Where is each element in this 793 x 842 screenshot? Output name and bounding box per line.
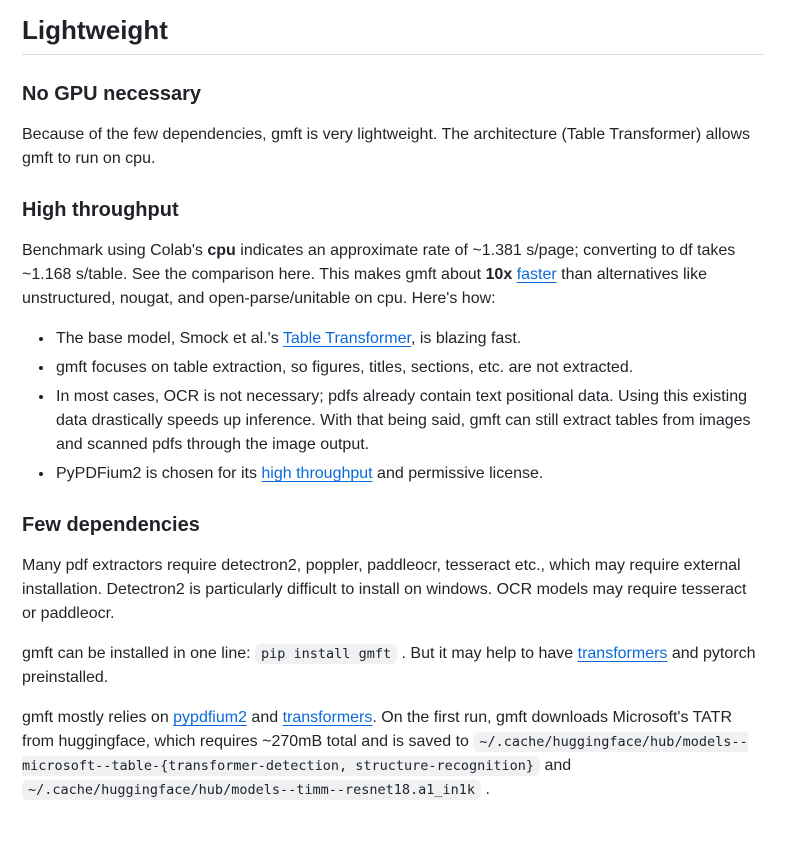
text-span: and pytorch preinstalled. xyxy=(22,645,756,686)
title-divider xyxy=(22,54,764,55)
inline-code: pip install gmft xyxy=(255,644,397,664)
paragraph-install xyxy=(22,642,764,690)
inline-link[interactable]: faster xyxy=(516,266,557,283)
paragraph-benchmark xyxy=(22,239,764,311)
list-item xyxy=(54,327,764,351)
inline-link[interactable]: transformers xyxy=(282,709,373,726)
text-span: The base model, Smock et al.'s xyxy=(56,330,283,347)
text-span: than alternatives like unstructured, nougat, and open-parse/unitable on cpu. Here's how: xyxy=(22,266,708,307)
inline-code: ~/.cache/huggingface/hub/models--timm--resnet18.a1_in1k xyxy=(22,780,481,800)
text-span: Many pdf extractors require detectron2, poppler, paddleocr, tesseract etc., which may require external installation. Detectron2 is particularly difficult to install on windows. OCR models may require tesseract or paddleocr. xyxy=(22,557,747,622)
text-span: gmft focuses on table extraction, so figures, titles, sections, etc. are not extracted. xyxy=(56,359,634,376)
text-span: PyPDFium2 is chosen for its xyxy=(56,465,262,482)
text-span: Because of the few dependencies, gmft is very lightweight. The architecture (Table Transformer) allows gmft to run on cpu. xyxy=(22,126,751,167)
inline-link[interactable]: pypdfium2 xyxy=(173,709,247,726)
inline-code: ~/.cache/huggingface/hub/models--microsoft--table-{transformer-detection, structure-recognition} xyxy=(22,734,748,774)
section-heading-no-gpu-necessary: No GPU necessary xyxy=(22,83,201,105)
text-span: and xyxy=(540,757,572,774)
text-span: Benchmark using Colab's xyxy=(22,242,208,259)
text-span: and permissive license. xyxy=(372,465,544,482)
text-span: indicates an approximate rate of ~1.381 s/page; converting to df takes ~1.168 s/table. See the comparison here. This makes gmft about xyxy=(22,242,736,283)
paragraph-no-gpu xyxy=(22,123,764,171)
text-span: and xyxy=(246,709,283,726)
list-item xyxy=(54,462,764,486)
section-heading-few-dependencies: Few dependencies xyxy=(22,514,200,536)
bold-text: cpu xyxy=(207,242,236,259)
text-span: gmft can be installed in one line: xyxy=(22,645,256,662)
text-span: , is blazing fast. xyxy=(410,330,522,347)
list-item xyxy=(54,356,764,380)
inline-link[interactable]: Table Transformer xyxy=(282,330,411,347)
text-span: . On the first run, gmft downloads Microsoft's TATR from huggingface, which requires ~270mB total and is saved to xyxy=(22,709,732,750)
text-span: . But it may help to have xyxy=(397,645,578,662)
bold-text: 10x xyxy=(485,266,513,283)
inline-link[interactable]: transformers xyxy=(577,645,668,662)
section-heading-high-throughput: High throughput xyxy=(22,199,179,221)
list-item xyxy=(54,385,764,457)
paragraph-extractors xyxy=(22,554,764,626)
text-span: In most cases, OCR is not necessary; pdfs already contain text positional data. Using this existing data drastically speeds up inference. With that being said, gmft can still extract tables from images and scanned pdfs through the image output. xyxy=(56,388,751,453)
bullet-list-high-throughput xyxy=(22,327,764,486)
text-span: . xyxy=(481,781,490,798)
paragraph-relies-on xyxy=(22,706,764,802)
inline-link[interactable]: high throughput xyxy=(261,465,373,482)
text-span: gmft mostly relies on xyxy=(22,709,174,726)
page-title: Lightweight xyxy=(22,15,168,45)
